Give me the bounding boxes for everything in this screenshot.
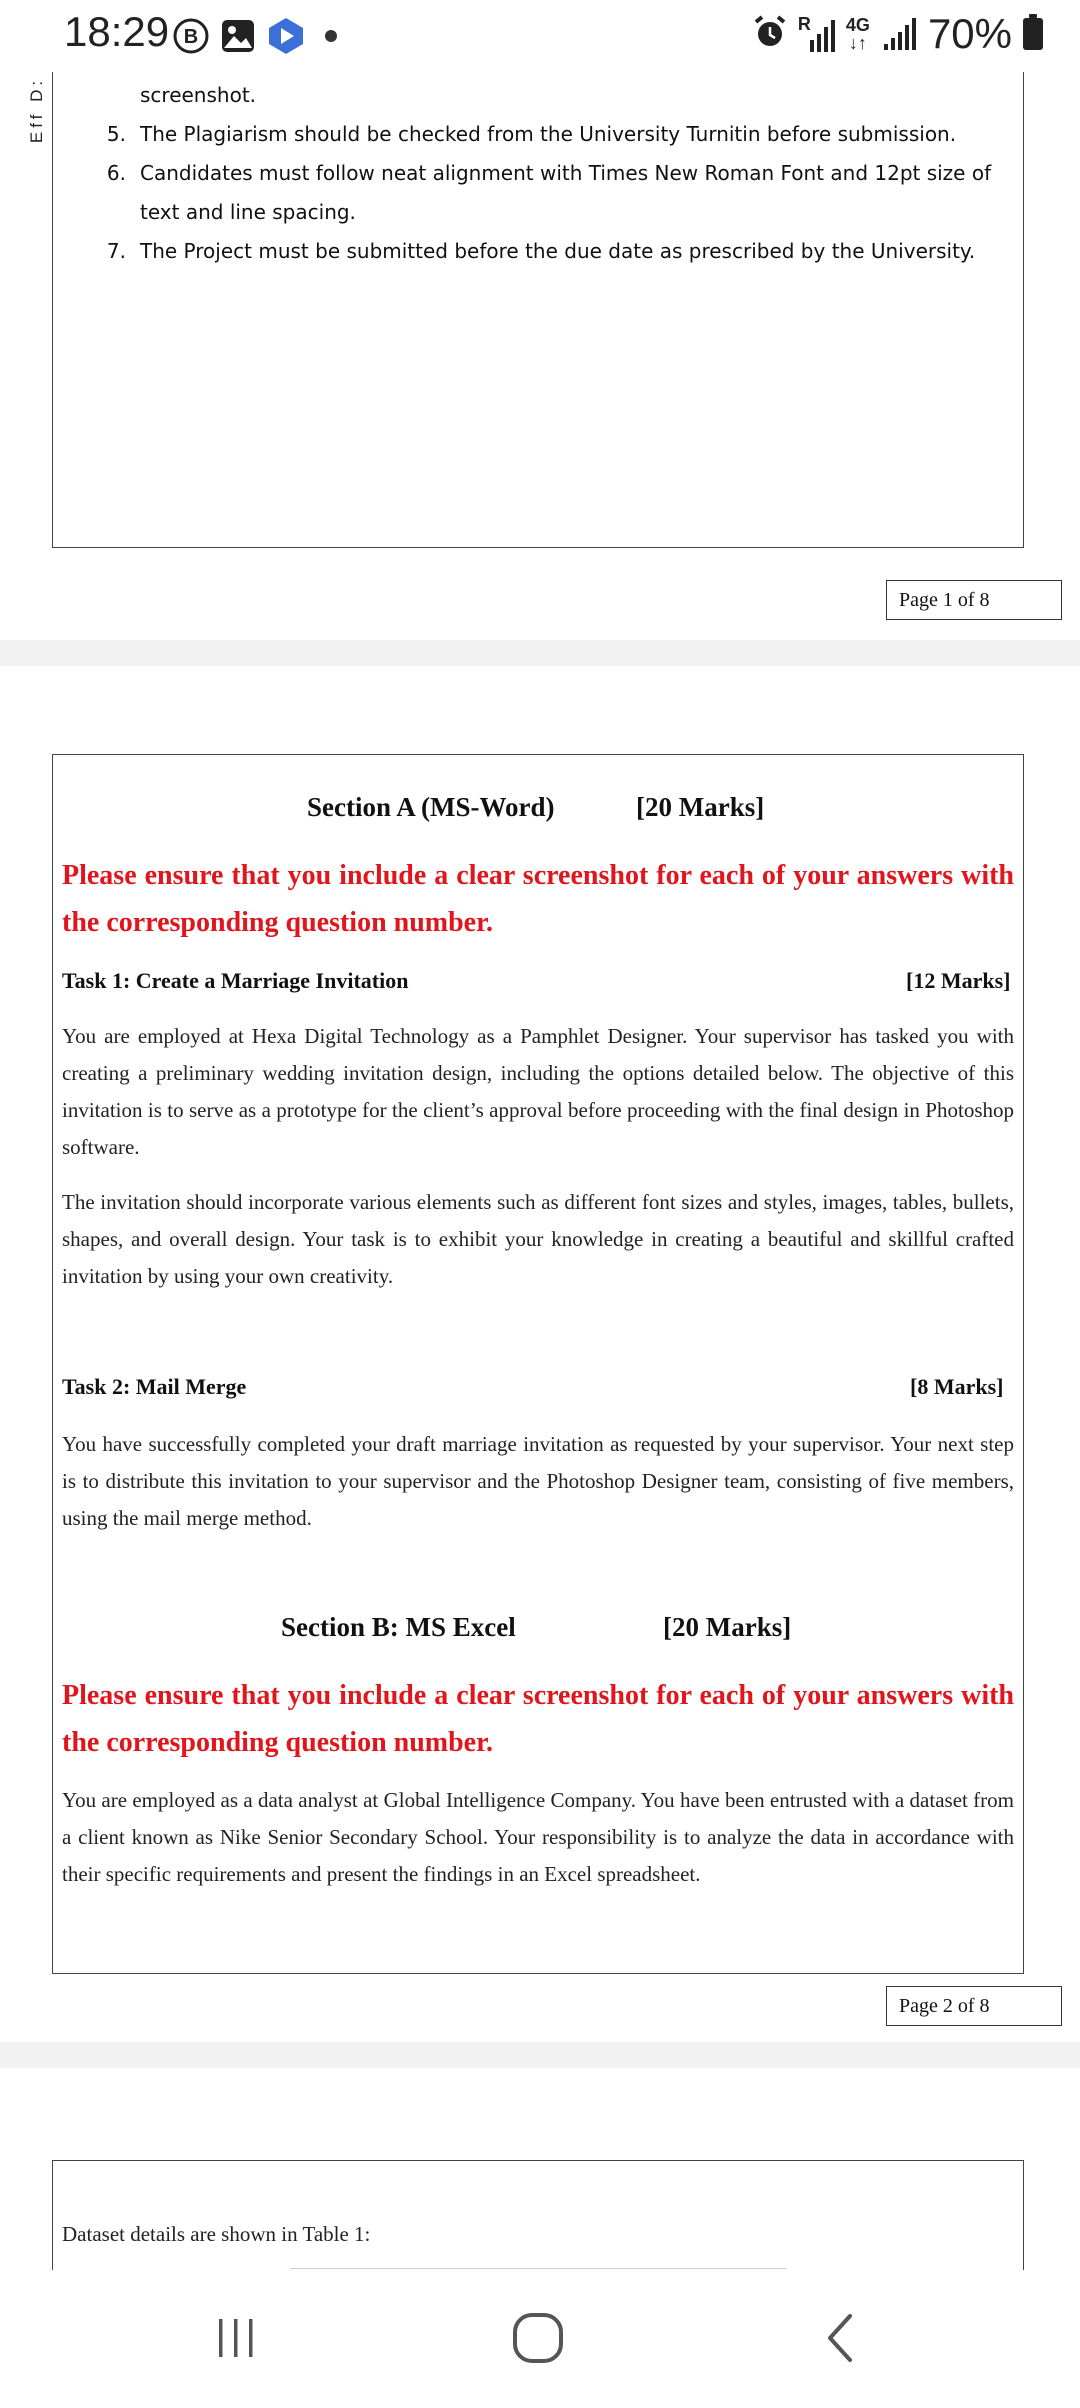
page-2 (0, 666, 1080, 2042)
section-b-paragraph: You are employed as a data analyst at Global Intelligence Company. You have been entrusted with a dataset from a client known as Nike Senior Secondary School. Your responsibility is to analyze the data in accordance with their specific requirements and present the findings in an Excel spreadsheet. (62, 1788, 1014, 1886)
task-1-paragraph-2: The invitation should incorporate various elements such as different font sizes and styles, images, tables, bullets, shapes, and overall design. Your task is to exhibit your knowledge in creating a beautiful and skillful crafted invitation by using your own creativity. (62, 1190, 1014, 1288)
margin-eff-date: Eff D: (27, 76, 47, 144)
table-top-border (290, 2268, 786, 2269)
page-3-frame (52, 2160, 1024, 2270)
list-item: 7. The Project must be submitted before the due date as prescribed by the University. (106, 239, 976, 263)
task-2-marks: [8 Marks] (910, 1374, 1004, 1399)
navigation-bar (0, 2270, 1080, 2408)
section-a-title: Section A (MS-Word) (307, 792, 555, 822)
battery-percent: 70% (927, 10, 1012, 57)
task-2-title: Task 2: Mail Merge (62, 1374, 247, 1399)
network-type: 4G ↓↑ (845, 15, 870, 53)
status-bar (0, 0, 1080, 72)
home-button[interactable] (478, 2300, 598, 2380)
clock: 18:29 (64, 8, 170, 55)
task-2-paragraph: You have successfully completed your draft marriage invitation as requested by your supervisor. Your next step is to distribute this invitation to your supervisor and the Photoshop Designer team, consisting of five members, using the mail merge method. (62, 1432, 1014, 1530)
list-item: 6. Candidates must follow neat alignment with Times New Roman Font and 12pt size of text and line spacing. (106, 161, 992, 224)
screenshot-note-a: Please ensure that you include a clear screenshot for each of your answers with the corresponding question number. (62, 860, 1014, 938)
page-number: Page 1 of 8 (886, 580, 1062, 620)
back-icon (820, 2310, 860, 2371)
signal-icon (880, 12, 918, 57)
task-1-marks: [12 Marks] (906, 968, 1011, 993)
recent-apps-button[interactable] (176, 2300, 296, 2380)
list-item: 5. The Plagiarism should be checked from the University Turnitin before submission. (106, 122, 957, 146)
list-item: screenshot. (140, 83, 257, 107)
svg-text:B: B (183, 26, 199, 48)
play-store-icon (266, 16, 306, 61)
back-button[interactable] (780, 2300, 900, 2380)
b-circle-icon (172, 17, 210, 60)
dataset-intro: Dataset details are shown in Table 1: (62, 2222, 371, 2246)
section-b-marks: [20 Marks] (663, 1612, 792, 1642)
notification-icons (172, 16, 346, 61)
section-b-title: Section B: MS Excel (281, 1612, 516, 1642)
home-icon (510, 2310, 566, 2371)
page-number: Page 2 of 8 (886, 1986, 1062, 2026)
signal-icon: R (798, 14, 836, 54)
alarm-icon (752, 14, 788, 55)
gallery-icon (220, 18, 256, 59)
screenshot-note-b: Please ensure that you include a clear screenshot for each of your answers with the corresponding question number. (62, 1680, 1014, 1758)
recent-apps-icon (211, 2313, 261, 2368)
task-1-title: Task 1: Create a Marriage Invitation (62, 968, 409, 993)
page-3 (0, 2068, 1080, 2270)
page-1 (0, 0, 1080, 640)
battery-icon (1022, 13, 1044, 56)
system-indicators (752, 10, 1044, 58)
task-1-paragraph-1: You are employed at Hexa Digital Technology as a Pamphlet Designer. Your supervisor has tasked you with creating a preliminary wedding invitation design, including the options detailed below. The objective of this invitation is to serve as a prototype for the client’s approval before proceeding with the final design in Photoshop software. (62, 1024, 1014, 1159)
dot-icon (316, 21, 346, 56)
instructions-list (80, 76, 1000, 271)
section-a-marks: [20 Marks] (636, 792, 765, 822)
